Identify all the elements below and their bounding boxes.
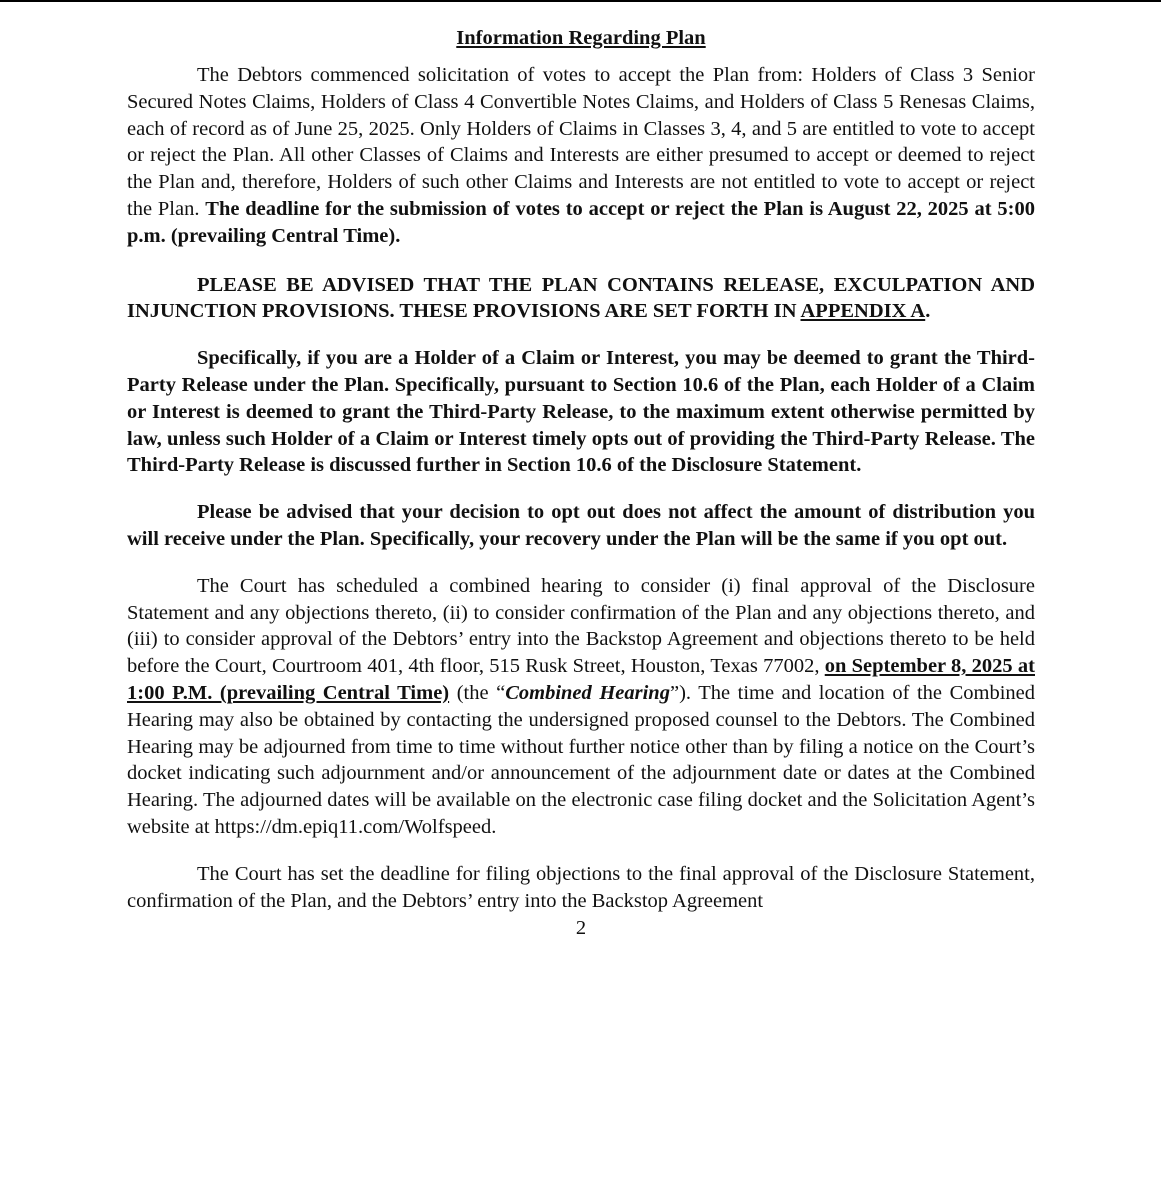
top-border xyxy=(0,0,1161,2)
paragraph-opt-out: Please be advised that your decision to opt out does not affect the amount of distribution you will receive under the Plan. Specifically, your recovery under the Plan will be the same if you opt out. xyxy=(127,501,1035,550)
hearing-text-1: The Court has scheduled a combined hearing to consider (i) final approval of the Disclosure Statement and any objections thereto, (ii) to consider confirmation of the Plan and any objections thereto, and (iii) to consider approval of the Debtors’ entry into the Backstop Agreement and objections thereto to be held before the Court, Courtroom 401, 4th floor, 515 Rusk Street, Houston, Texas 77002, xyxy=(127,574,1035,678)
page-number: 2 xyxy=(575,917,587,940)
section-heading: Information Regarding Plan xyxy=(456,27,706,49)
paragraph-objection-deadline: The Court has set the deadline for filing objections to the final approval of the Disclosure Statement, confirmation of the Plan, and the Debtors’ entry into the Backstop Agreement xyxy=(127,862,1035,912)
hearing-text-2: (the “ xyxy=(449,681,506,704)
advisory-end: . xyxy=(925,300,931,323)
solicitation-text: The Debtors commenced solicitation of votes to accept the Plan from: Holders of Class 3 Senior Secured Notes Claims, Holders of Class 4 Convertible Notes Claims, and Holders of Class 5 Renesas Claims, each of record as of June 25, 2025. Only Holders of Claims in Classes 3, 4, and 5 are entitled to vote to accept or reject the Plan. All other Classes of Claims and Interests are either presumed to accept or deemed to reject the Plan and, therefore, Holders of such other Claims and Interests are not entitled to vote to accept or reject the Plan. xyxy=(127,64,1035,220)
advisory-text: PLEASE BE ADVISED THAT THE PLAN CONTAINS RELEASE, EXCULPATION AND INJUNCTION PROVISIONS. THESE PROVISIONS ARE SET FORTH IN xyxy=(127,273,1035,323)
paragraph-third-party-release: Specifically, if you are a Holder of a Claim or Interest, you may be deemed to grant the Third-Party Release under the Plan. Specifically, pursuant to Section 10.6 of the Plan, each Holder of a Claim or Interest is deemed to grant the Third-Party Release, to the maximum extent otherwise permitted by law, unless such Holder of a Claim or Interest timely opts out of providing the Third-Party Release. The Third-Party Release is discussed further in Section 10.6 of the Disclosure Statement. xyxy=(127,347,1035,477)
voting-deadline: The deadline for the submission of votes to accept or reject the Plan is August 22, 2025 at 5:00 p.m. (prevailing Central Time). xyxy=(127,197,1035,247)
paragraph-advisory xyxy=(127,272,1035,326)
paragraph-combined-hearing xyxy=(127,573,1035,841)
document-page xyxy=(127,24,1035,940)
hearing-text-3: ”). The time and location of the Combined Hearing may also be obtained by contacting the undersigned proposed counsel to the Debtors. The Combined Hearing may be adjourned from time to time without further notice other than by filing a notice on the Court’s docket indicating such adjournment and/or announcement of the adjournment date or dates at the Combined Hearing. The adjourned dates will be available on the electronic case filing docket and the Solicitation Agent’s website at https://dm.epiq11.com/Wolfspeed. xyxy=(127,681,1035,838)
appendix-a-reference: APPENDIX A xyxy=(800,300,926,323)
combined-hearing-term: Combined Hearing xyxy=(505,681,670,704)
hearing-date: on September 8, 2025 at 1:00 P.M. (prevailing Central Time) xyxy=(127,655,1035,704)
paragraph-solicitation xyxy=(127,62,1035,250)
